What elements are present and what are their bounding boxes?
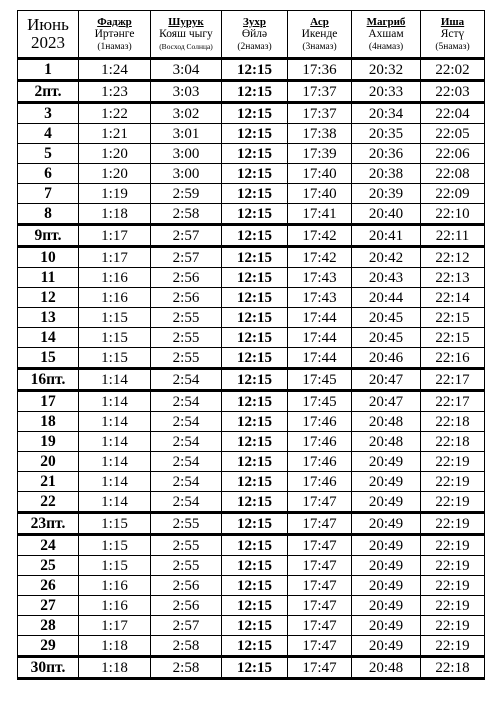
day-cell: 7 (18, 184, 79, 204)
isha-time: 22:12 (421, 247, 485, 268)
isha-time: 22:19 (421, 452, 485, 472)
fajr-time: 1:14 (79, 472, 151, 492)
isha-time: 22:17 (421, 391, 485, 412)
maghrib-time: 20:32 (352, 59, 421, 81)
fajr-time: 1:19 (79, 184, 151, 204)
fajr-time: 1:23 (79, 81, 151, 103)
zuhr-time: 12:15 (222, 432, 288, 452)
maghrib-time: 20:48 (352, 412, 421, 432)
zuhr-time: 12:15 (222, 204, 288, 225)
fajr-time: 1:14 (79, 492, 151, 513)
fajr-tatar: Иртәнге (94, 27, 135, 40)
isha-time: 22:18 (421, 412, 485, 432)
asr-time: 17:44 (288, 308, 352, 328)
maghrib-time: 20:38 (352, 164, 421, 184)
zuhr-time: 12:15 (222, 472, 288, 492)
fajr-time: 1:17 (79, 225, 151, 247)
isha-time: 22:04 (421, 103, 485, 124)
isha-time: 22:19 (421, 472, 485, 492)
shuruk-time: 3:03 (151, 81, 222, 103)
fajr-header (79, 11, 151, 59)
isha-time: 22:18 (421, 657, 485, 679)
shuruk-time: 2:54 (151, 412, 222, 432)
isha-extra: (5намаз) (435, 41, 470, 52)
day-cell: 2пт. (18, 81, 79, 103)
shuruk-time: 2:56 (151, 596, 222, 616)
fajr-time: 1:15 (79, 513, 151, 535)
asr-time: 17:43 (288, 268, 352, 288)
isha-time: 22:19 (421, 636, 485, 657)
isha-time: 22:19 (421, 556, 485, 576)
maghrib-time: 20:44 (352, 288, 421, 308)
maghrib-time: 20:48 (352, 657, 421, 679)
asr-time: 17:42 (288, 225, 352, 247)
fajr-name: Фаджр (97, 15, 132, 28)
maghrib-time: 20:34 (352, 103, 421, 124)
zuhr-time: 12:15 (222, 144, 288, 164)
fajr-time: 1:16 (79, 268, 151, 288)
shuruk-time: 2:54 (151, 492, 222, 513)
table-row (18, 247, 485, 268)
asr-time: 17:46 (288, 412, 352, 432)
shuruk-time: 2:55 (151, 535, 222, 556)
fajr-time: 1:18 (79, 636, 151, 657)
zuhr-time: 12:15 (222, 59, 288, 81)
table-row-friday (18, 369, 485, 391)
shuruk-time: 2:55 (151, 513, 222, 535)
table-row (18, 348, 485, 369)
day-cell: 22 (18, 492, 79, 513)
shuruk-time: 2:57 (151, 616, 222, 636)
shuruk-time: 2:56 (151, 288, 222, 308)
shuruk-time: 2:55 (151, 556, 222, 576)
day-cell: 17 (18, 391, 79, 412)
day-cell: 28 (18, 616, 79, 636)
day-cell: 18 (18, 412, 79, 432)
table-row (18, 452, 485, 472)
prayer-times-table (17, 10, 485, 680)
maghrib-time: 20:40 (352, 204, 421, 225)
table-row (18, 616, 485, 636)
zuhr-time: 12:15 (222, 556, 288, 576)
day-cell: 3 (18, 103, 79, 124)
table-row (18, 204, 485, 225)
fajr-time: 1:15 (79, 556, 151, 576)
asr-time: 17:40 (288, 164, 352, 184)
isha-name: Иша (440, 15, 465, 28)
zuhr-header (222, 11, 288, 59)
maghrib-time: 20:49 (352, 535, 421, 556)
shuruk-tatar: Кояш чыгу (159, 27, 213, 40)
asr-time: 17:41 (288, 204, 352, 225)
table-row (18, 432, 485, 452)
day-cell: 9пт. (18, 225, 79, 247)
month-label: Июнь (27, 15, 69, 34)
fajr-time: 1:20 (79, 144, 151, 164)
isha-time: 22:11 (421, 225, 485, 247)
table-row-friday (18, 225, 485, 247)
shuruk-time: 2:56 (151, 576, 222, 596)
asr-time: 17:37 (288, 81, 352, 103)
day-cell: 4 (18, 124, 79, 144)
maghrib-time: 20:39 (352, 184, 421, 204)
day-cell: 1 (18, 59, 79, 81)
day-cell: 21 (18, 472, 79, 492)
asr-time: 17:36 (288, 59, 352, 81)
header-row (18, 11, 485, 59)
prayer-timetable-sheet (17, 10, 484, 680)
table-row-friday (18, 657, 485, 679)
zuhr-time: 12:15 (222, 328, 288, 348)
shuruk-time: 2:58 (151, 657, 222, 679)
fajr-time: 1:24 (79, 59, 151, 81)
zuhr-time: 12:15 (222, 412, 288, 432)
maghrib-time: 20:41 (352, 225, 421, 247)
shuruk-header (151, 11, 222, 59)
fajr-time: 1:14 (79, 452, 151, 472)
zuhr-time: 12:15 (222, 492, 288, 513)
zuhr-time: 12:15 (222, 225, 288, 247)
day-cell: 29 (18, 636, 79, 657)
timetable-body (18, 59, 485, 679)
isha-time: 22:17 (421, 369, 485, 391)
shuruk-time: 3:00 (151, 164, 222, 184)
fajr-time: 1:15 (79, 328, 151, 348)
isha-time: 22:03 (421, 81, 485, 103)
zuhr-time: 12:15 (222, 369, 288, 391)
table-row (18, 535, 485, 556)
isha-time: 22:19 (421, 513, 485, 535)
asr-time: 17:46 (288, 452, 352, 472)
day-cell: 27 (18, 596, 79, 616)
fajr-time: 1:16 (79, 576, 151, 596)
shuruk-time: 2:54 (151, 472, 222, 492)
fajr-time: 1:14 (79, 391, 151, 412)
table-row-friday (18, 81, 485, 103)
table-row (18, 59, 485, 81)
day-cell: 16пт. (18, 369, 79, 391)
asr-header (288, 11, 352, 59)
fajr-time: 1:14 (79, 432, 151, 452)
day-cell: 5 (18, 144, 79, 164)
maghrib-time: 20:43 (352, 268, 421, 288)
asr-extra: (3намаз) (302, 41, 337, 52)
day-cell: 10 (18, 247, 79, 268)
isha-time: 22:16 (421, 348, 485, 369)
table-row-friday (18, 513, 485, 535)
isha-time: 22:19 (421, 596, 485, 616)
zuhr-time: 12:15 (222, 513, 288, 535)
year-label: 2023 (31, 33, 65, 52)
maghrib-time: 20:49 (352, 596, 421, 616)
asr-time: 17:47 (288, 535, 352, 556)
fajr-time: 1:14 (79, 369, 151, 391)
asr-time: 17:46 (288, 472, 352, 492)
maghrib-time: 20:49 (352, 556, 421, 576)
shuruk-time: 2:54 (151, 432, 222, 452)
asr-time: 17:44 (288, 348, 352, 369)
fajr-time: 1:18 (79, 204, 151, 225)
day-cell: 11 (18, 268, 79, 288)
fajr-extra: (1намаз) (97, 41, 132, 52)
day-cell: 26 (18, 576, 79, 596)
maghrib-time: 20:49 (352, 492, 421, 513)
day-cell: 15 (18, 348, 79, 369)
table-row (18, 144, 485, 164)
asr-time: 17:39 (288, 144, 352, 164)
day-cell: 8 (18, 204, 79, 225)
day-cell: 30пт. (18, 657, 79, 679)
isha-time: 22:09 (421, 184, 485, 204)
fajr-time: 1:15 (79, 308, 151, 328)
table-row (18, 492, 485, 513)
asr-time: 17:45 (288, 369, 352, 391)
maghrib-time: 20:45 (352, 308, 421, 328)
asr-time: 17:37 (288, 103, 352, 124)
isha-time: 22:06 (421, 144, 485, 164)
zuhr-time: 12:15 (222, 164, 288, 184)
maghrib-time: 20:49 (352, 576, 421, 596)
zuhr-time: 12:15 (222, 636, 288, 657)
shuruk-time: 2:56 (151, 268, 222, 288)
asr-time: 17:45 (288, 391, 352, 412)
shuruk-time: 2:55 (151, 308, 222, 328)
table-row (18, 268, 485, 288)
table-row (18, 576, 485, 596)
zuhr-name: Зухр (243, 15, 266, 28)
shuruk-time: 2:55 (151, 348, 222, 369)
zuhr-time: 12:15 (222, 452, 288, 472)
asr-tatar: Икенде (301, 27, 338, 40)
fajr-time: 1:22 (79, 103, 151, 124)
table-row (18, 391, 485, 412)
table-row (18, 412, 485, 432)
maghrib-time: 20:35 (352, 124, 421, 144)
isha-time: 22:10 (421, 204, 485, 225)
asr-time: 17:43 (288, 288, 352, 308)
asr-time: 17:42 (288, 247, 352, 268)
table-row (18, 556, 485, 576)
table-row (18, 636, 485, 657)
isha-time: 22:19 (421, 492, 485, 513)
zuhr-time: 12:15 (222, 535, 288, 556)
asr-time: 17:47 (288, 616, 352, 636)
maghrib-time: 20:49 (352, 616, 421, 636)
shuruk-time: 2:58 (151, 636, 222, 657)
fajr-time: 1:14 (79, 412, 151, 432)
day-cell: 23пт. (18, 513, 79, 535)
day-cell: 6 (18, 164, 79, 184)
table-row (18, 328, 485, 348)
shuruk-time: 3:04 (151, 59, 222, 81)
asr-time: 17:47 (288, 576, 352, 596)
isha-time: 22:02 (421, 59, 485, 81)
fajr-time: 1:15 (79, 348, 151, 369)
asr-time: 17:47 (288, 596, 352, 616)
maghrib-time: 20:49 (352, 636, 421, 657)
isha-time: 22:14 (421, 288, 485, 308)
fajr-time: 1:21 (79, 124, 151, 144)
zuhr-time: 12:15 (222, 81, 288, 103)
asr-time: 17:47 (288, 492, 352, 513)
day-cell: 20 (18, 452, 79, 472)
fajr-time: 1:20 (79, 164, 151, 184)
isha-time: 22:19 (421, 616, 485, 636)
shuruk-time: 3:02 (151, 103, 222, 124)
asr-name: Аср (310, 15, 329, 28)
day-cell: 12 (18, 288, 79, 308)
maghrib-time: 20:45 (352, 328, 421, 348)
shuruk-time: 2:59 (151, 184, 222, 204)
asr-time: 17:46 (288, 432, 352, 452)
maghrib-time: 20:36 (352, 144, 421, 164)
day-cell: 25 (18, 556, 79, 576)
shuruk-time: 3:00 (151, 144, 222, 164)
maghrib-time: 20:42 (352, 247, 421, 268)
zuhr-time: 12:15 (222, 308, 288, 328)
shuruk-time: 2:57 (151, 225, 222, 247)
shuruk-name: Шурук (168, 15, 204, 28)
zuhr-time: 12:15 (222, 391, 288, 412)
shuruk-time: 2:54 (151, 369, 222, 391)
zuhr-time: 12:15 (222, 576, 288, 596)
zuhr-time: 12:15 (222, 268, 288, 288)
day-cell: 14 (18, 328, 79, 348)
zuhr-time: 12:15 (222, 348, 288, 369)
maghrib-time: 20:49 (352, 472, 421, 492)
maghrib-name: Магриб (366, 15, 406, 28)
maghrib-time: 20:49 (352, 452, 421, 472)
zuhr-time: 12:15 (222, 596, 288, 616)
day-cell: 19 (18, 432, 79, 452)
fajr-time: 1:17 (79, 616, 151, 636)
maghrib-time: 20:47 (352, 391, 421, 412)
zuhr-time: 12:15 (222, 184, 288, 204)
asr-time: 17:47 (288, 657, 352, 679)
isha-time: 22:15 (421, 308, 485, 328)
zuhr-time: 12:15 (222, 124, 288, 144)
asr-time: 17:40 (288, 184, 352, 204)
fajr-time: 1:17 (79, 247, 151, 268)
table-row (18, 308, 485, 328)
asr-time: 17:47 (288, 513, 352, 535)
isha-time: 22:19 (421, 535, 485, 556)
shuruk-extra: (Восход Солнца) (159, 41, 213, 51)
isha-time: 22:15 (421, 328, 485, 348)
maghrib-tatar: Ахшам (368, 27, 404, 40)
table-row (18, 472, 485, 492)
month-header-cell (18, 11, 79, 59)
asr-time: 17:47 (288, 636, 352, 657)
zuhr-time: 12:15 (222, 247, 288, 268)
fajr-time: 1:15 (79, 535, 151, 556)
isha-time: 22:18 (421, 432, 485, 452)
maghrib-extra: (4намаз) (368, 41, 404, 52)
table-row (18, 103, 485, 124)
table-row (18, 596, 485, 616)
shuruk-time: 2:55 (151, 328, 222, 348)
zuhr-time: 12:15 (222, 616, 288, 636)
day-cell: 13 (18, 308, 79, 328)
table-row (18, 124, 485, 144)
fajr-time: 1:16 (79, 596, 151, 616)
maghrib-time: 20:47 (352, 369, 421, 391)
table-row (18, 288, 485, 308)
zuhr-time: 12:15 (222, 657, 288, 679)
zuhr-tatar: Өйлә (241, 27, 268, 40)
isha-tatar: Ястү (440, 27, 465, 40)
asr-time: 17:44 (288, 328, 352, 348)
table-row (18, 164, 485, 184)
shuruk-time: 2:54 (151, 391, 222, 412)
maghrib-time: 20:33 (352, 81, 421, 103)
fajr-time: 1:18 (79, 657, 151, 679)
maghrib-time: 20:46 (352, 348, 421, 369)
shuruk-time: 3:01 (151, 124, 222, 144)
zuhr-time: 12:15 (222, 288, 288, 308)
maghrib-time: 20:49 (352, 513, 421, 535)
isha-time: 22:19 (421, 576, 485, 596)
zuhr-time: 12:15 (222, 103, 288, 124)
zuhr-extra: (2намаз) (237, 41, 272, 52)
isha-header (421, 11, 485, 59)
table-row (18, 184, 485, 204)
day-cell: 24 (18, 535, 79, 556)
isha-time: 22:08 (421, 164, 485, 184)
asr-time: 17:38 (288, 124, 352, 144)
shuruk-time: 2:54 (151, 452, 222, 472)
isha-time: 22:13 (421, 268, 485, 288)
isha-time: 22:05 (421, 124, 485, 144)
shuruk-time: 2:58 (151, 204, 222, 225)
fajr-time: 1:16 (79, 288, 151, 308)
shuruk-time: 2:57 (151, 247, 222, 268)
maghrib-header (352, 11, 421, 59)
maghrib-time: 20:48 (352, 432, 421, 452)
asr-time: 17:47 (288, 556, 352, 576)
